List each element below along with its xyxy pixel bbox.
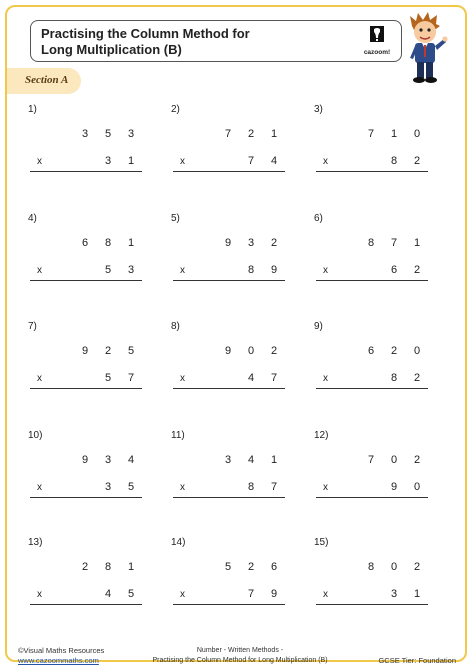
- question-5: [171, 213, 291, 303]
- question-number: 10): [28, 430, 43, 441]
- multiplier-digit: 7: [127, 372, 135, 384]
- multiplicand-digit: 9: [81, 345, 89, 357]
- multiplicand-digit: 2: [413, 454, 421, 466]
- question-number: 7): [28, 321, 37, 332]
- multiplier-digit: 4: [104, 588, 112, 600]
- question-number: 6): [314, 213, 323, 224]
- question-8: [171, 321, 291, 411]
- answer-line: [30, 280, 142, 281]
- answer-line: [316, 497, 428, 498]
- multiplicand-digit: 8: [104, 237, 112, 249]
- multiplicand-digit: 0: [413, 345, 421, 357]
- multiplicand-digit: 7: [367, 128, 375, 140]
- answer-line: [173, 497, 285, 498]
- answer-line: [316, 388, 428, 389]
- multiplicand-digit: 1: [270, 454, 278, 466]
- answer-line: [173, 280, 285, 281]
- answer-line: [173, 604, 285, 605]
- multiplier-digit: 8: [390, 155, 398, 167]
- question-3: [314, 104, 434, 194]
- multiplicand-digit: 8: [104, 561, 112, 573]
- worksheet-title-line-2: Long Multiplication (B): [41, 42, 182, 57]
- times-sign: x: [37, 373, 42, 384]
- topic-line-1: Number - Written Methods -: [196, 647, 284, 654]
- times-sign: x: [180, 589, 185, 600]
- multiplier-digit: 0: [413, 481, 421, 493]
- times-sign: x: [323, 265, 328, 276]
- multiplicand-digit: 2: [413, 561, 421, 573]
- worksheet-title-line-1: Practising the Column Method for: [41, 26, 250, 41]
- section-label: Section A: [25, 74, 69, 86]
- question-7: [28, 321, 148, 411]
- multiplicand-digit: 9: [224, 345, 232, 357]
- website-link[interactable]: www.cazoommaths.com: [18, 656, 99, 665]
- question-number: 8): [171, 321, 180, 332]
- multiplier-digit: 5: [104, 372, 112, 384]
- multiplicand-digit: 6: [270, 561, 278, 573]
- answer-line: [173, 388, 285, 389]
- section-tab: [7, 68, 81, 94]
- times-sign: x: [180, 156, 185, 167]
- multiplicand-digit: 7: [367, 454, 375, 466]
- multiplicand-digit: 2: [247, 128, 255, 140]
- multiplier-digit: 5: [127, 588, 135, 600]
- multiplier-digit: 8: [247, 481, 255, 493]
- multiplicand-digit: 3: [224, 454, 232, 466]
- times-sign: x: [37, 265, 42, 276]
- multiplicand-digit: 3: [104, 454, 112, 466]
- question-2: [171, 104, 291, 194]
- cartoon-boy-mascot-icon: [402, 12, 448, 84]
- answer-line: [316, 280, 428, 281]
- cazoom-logo: [359, 25, 395, 57]
- question-number: 11): [171, 430, 185, 441]
- multiplicand-digit: 3: [81, 128, 89, 140]
- times-sign: x: [37, 482, 42, 493]
- multiplicand-digit: 3: [127, 128, 135, 140]
- multiplicand-digit: 0: [247, 345, 255, 357]
- times-sign: x: [323, 482, 328, 493]
- question-10: [28, 430, 148, 520]
- question-1: [28, 104, 148, 194]
- times-sign: x: [180, 482, 185, 493]
- multiplier-digit: 9: [270, 264, 278, 276]
- question-number: 9): [314, 321, 323, 332]
- times-sign: x: [37, 156, 42, 167]
- multiplicand-digit: 4: [247, 454, 255, 466]
- multiplier-digit: 1: [413, 588, 421, 600]
- question-number: 2): [171, 104, 180, 115]
- multiplier-digit: 7: [270, 481, 278, 493]
- multiplicand-digit: 1: [390, 128, 398, 140]
- multiplier-digit: 5: [127, 481, 135, 493]
- multiplicand-digit: 7: [224, 128, 232, 140]
- question-4: [28, 213, 148, 303]
- multiplicand-digit: 8: [367, 561, 375, 573]
- question-number: 13): [28, 537, 43, 548]
- times-sign: x: [323, 373, 328, 384]
- multiplier-digit: 5: [104, 264, 112, 276]
- multiplicand-digit: 0: [390, 561, 398, 573]
- question-number: 12): [314, 430, 329, 441]
- multiplicand-digit: 2: [247, 561, 255, 573]
- multiplicand-digit: 1: [127, 237, 135, 249]
- multiplier-digit: 2: [413, 264, 421, 276]
- multiplier-digit: 3: [104, 481, 112, 493]
- multiplier-digit: 9: [270, 588, 278, 600]
- question-14: [171, 537, 291, 627]
- multiplicand-digit: 0: [413, 128, 421, 140]
- multiplicand-digit: 2: [390, 345, 398, 357]
- footer-center: [120, 646, 360, 666]
- cazoom-logo-icon: [369, 25, 385, 43]
- multiplicand-digit: 5: [127, 345, 135, 357]
- multiplicand-digit: 6: [81, 237, 89, 249]
- multiplier-digit: 7: [247, 155, 255, 167]
- multiplicand-digit: 6: [367, 345, 375, 357]
- multiplicand-digit: 2: [270, 345, 278, 357]
- topic-line-2: Practising the Column Method for Long Multiplication (B): [152, 657, 328, 664]
- multiplicand-digit: 0: [390, 454, 398, 466]
- multiplicand-digit: 2: [81, 561, 89, 573]
- multiplier-digit: 3: [104, 155, 112, 167]
- multiplier-digit: 4: [247, 372, 255, 384]
- question-6: [314, 213, 434, 303]
- multiplicand-digit: 8: [367, 237, 375, 249]
- logo-text: cazoom!: [363, 49, 391, 56]
- multiplier-digit: 6: [390, 264, 398, 276]
- multiplicand-digit: 2: [270, 237, 278, 249]
- multiplier-digit: 2: [413, 155, 421, 167]
- multiplier-digit: 8: [390, 372, 398, 384]
- question-13: [28, 537, 148, 627]
- question-number: 15): [314, 537, 329, 548]
- multiplier-digit: 7: [247, 588, 255, 600]
- multiplicand-digit: 1: [413, 237, 421, 249]
- multiplicand-digit: 7: [390, 237, 398, 249]
- title-box: [30, 20, 402, 62]
- multiplier-digit: 1: [127, 155, 135, 167]
- times-sign: x: [37, 589, 42, 600]
- answer-line: [30, 171, 142, 172]
- multiplicand-digit: 9: [81, 454, 89, 466]
- answer-line: [173, 171, 285, 172]
- question-number: 14): [171, 537, 186, 548]
- question-11: [171, 430, 291, 520]
- multiplicand-digit: 1: [270, 128, 278, 140]
- question-12: [314, 430, 434, 520]
- multiplier-digit: 9: [390, 481, 398, 493]
- answer-line: [30, 497, 142, 498]
- question-9: [314, 321, 434, 411]
- times-sign: x: [323, 589, 328, 600]
- copyright-text: ©Visual Maths Resources: [18, 646, 105, 655]
- multiplicand-digit: 3: [247, 237, 255, 249]
- multiplier-digit: 3: [390, 588, 398, 600]
- multiplier-digit: 3: [127, 264, 135, 276]
- answer-line: [316, 171, 428, 172]
- question-number: 3): [314, 104, 323, 115]
- multiplicand-digit: 5: [104, 128, 112, 140]
- multiplicand-digit: 5: [224, 561, 232, 573]
- multiplier-digit: 4: [270, 155, 278, 167]
- answer-line: [30, 388, 142, 389]
- multiplicand-digit: 4: [127, 454, 135, 466]
- multiplicand-digit: 1: [127, 561, 135, 573]
- question-15: [314, 537, 434, 627]
- multiplicand-digit: 9: [224, 237, 232, 249]
- answer-line: [30, 604, 142, 605]
- answer-line: [316, 604, 428, 605]
- multiplier-digit: 7: [270, 372, 278, 384]
- times-sign: x: [180, 373, 185, 384]
- times-sign: x: [180, 265, 185, 276]
- question-number: 1): [28, 104, 37, 115]
- footer-left: [18, 646, 104, 666]
- question-number: 4): [28, 213, 37, 224]
- question-number: 5): [171, 213, 180, 224]
- multiplicand-digit: 2: [104, 345, 112, 357]
- tier-label: GCSE Tier: Foundation: [378, 656, 456, 665]
- multiplier-digit: 2: [413, 372, 421, 384]
- multiplier-digit: 8: [247, 264, 255, 276]
- times-sign: x: [323, 156, 328, 167]
